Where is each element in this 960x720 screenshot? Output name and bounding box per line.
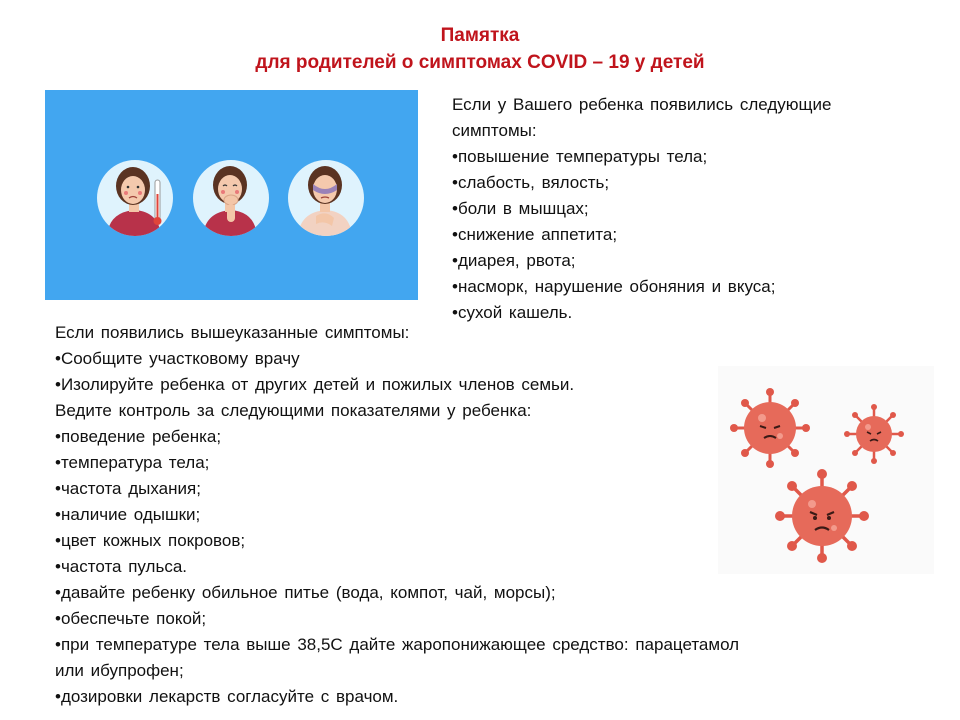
symptom-item: •снижение аппетита; bbox=[452, 225, 618, 244]
title-line-2: для родителей о симптомах COVID – 19 у детей bbox=[255, 52, 705, 73]
symptom-item: •слабость, вялость; bbox=[452, 173, 610, 192]
monitor-item: •температура тела; bbox=[55, 453, 210, 472]
symptom-item: •диарея, рвота; bbox=[452, 251, 576, 270]
symptom-item: •боли в мышцах; bbox=[452, 199, 589, 218]
action-step: •Сообщите участковому врачу bbox=[55, 349, 300, 368]
coughing-child-icon bbox=[193, 160, 269, 236]
nausea-child-icon bbox=[288, 160, 364, 236]
monitor-item: •дозировки лекарств согласуйте с врачом. bbox=[55, 687, 399, 706]
symptom-item: •сухой кашель. bbox=[452, 303, 573, 322]
page-title bbox=[0, 22, 960, 76]
monitor-item: •обеспечьте покой; bbox=[55, 609, 207, 628]
monitor-item: •цвет кожных покровов; bbox=[55, 531, 246, 550]
symptoms-intro-cont: симптомы: bbox=[452, 121, 537, 140]
symptoms-list bbox=[452, 92, 942, 326]
monitor-item-cont: или ибупрофен; bbox=[55, 661, 184, 680]
title-line-1: Памятка bbox=[440, 25, 520, 46]
symptom-item: •насморк, нарушение обоняния и вкуса; bbox=[452, 277, 776, 296]
monitor-item: •частота пульса. bbox=[55, 557, 187, 576]
actions-intro: Если появились вышеуказанные симптомы: bbox=[55, 323, 410, 342]
monitor-item: •при температуре тела выше 38,5С дайте жаропонижающее средство: парацетамол bbox=[55, 635, 740, 654]
monitor-intro: Ведите контроль за следующими показателями у ребенка: bbox=[55, 401, 532, 420]
virus-icon bbox=[775, 469, 869, 563]
symptom-item: •повышение температуры тела; bbox=[452, 147, 708, 166]
monitor-item: •давайте ребенку обильное питье (вода, компот, чай, морсы); bbox=[55, 583, 556, 602]
monitor-item: •наличие одышки; bbox=[55, 505, 201, 524]
action-step: •Изолируйте ребенка от других детей и пожилых членов семьи. bbox=[55, 375, 575, 394]
coronavirus-illustration bbox=[718, 366, 934, 574]
monitor-item: •частота дыхания; bbox=[55, 479, 201, 498]
symptoms-intro: Если у Вашего ребенка появились следующие bbox=[452, 95, 832, 114]
fever-child-icon bbox=[97, 160, 173, 236]
virus-icon bbox=[730, 388, 810, 468]
virus-icon bbox=[844, 404, 904, 464]
monitor-item: •поведение ребенка; bbox=[55, 427, 222, 446]
sick-children-illustration bbox=[45, 90, 418, 300]
